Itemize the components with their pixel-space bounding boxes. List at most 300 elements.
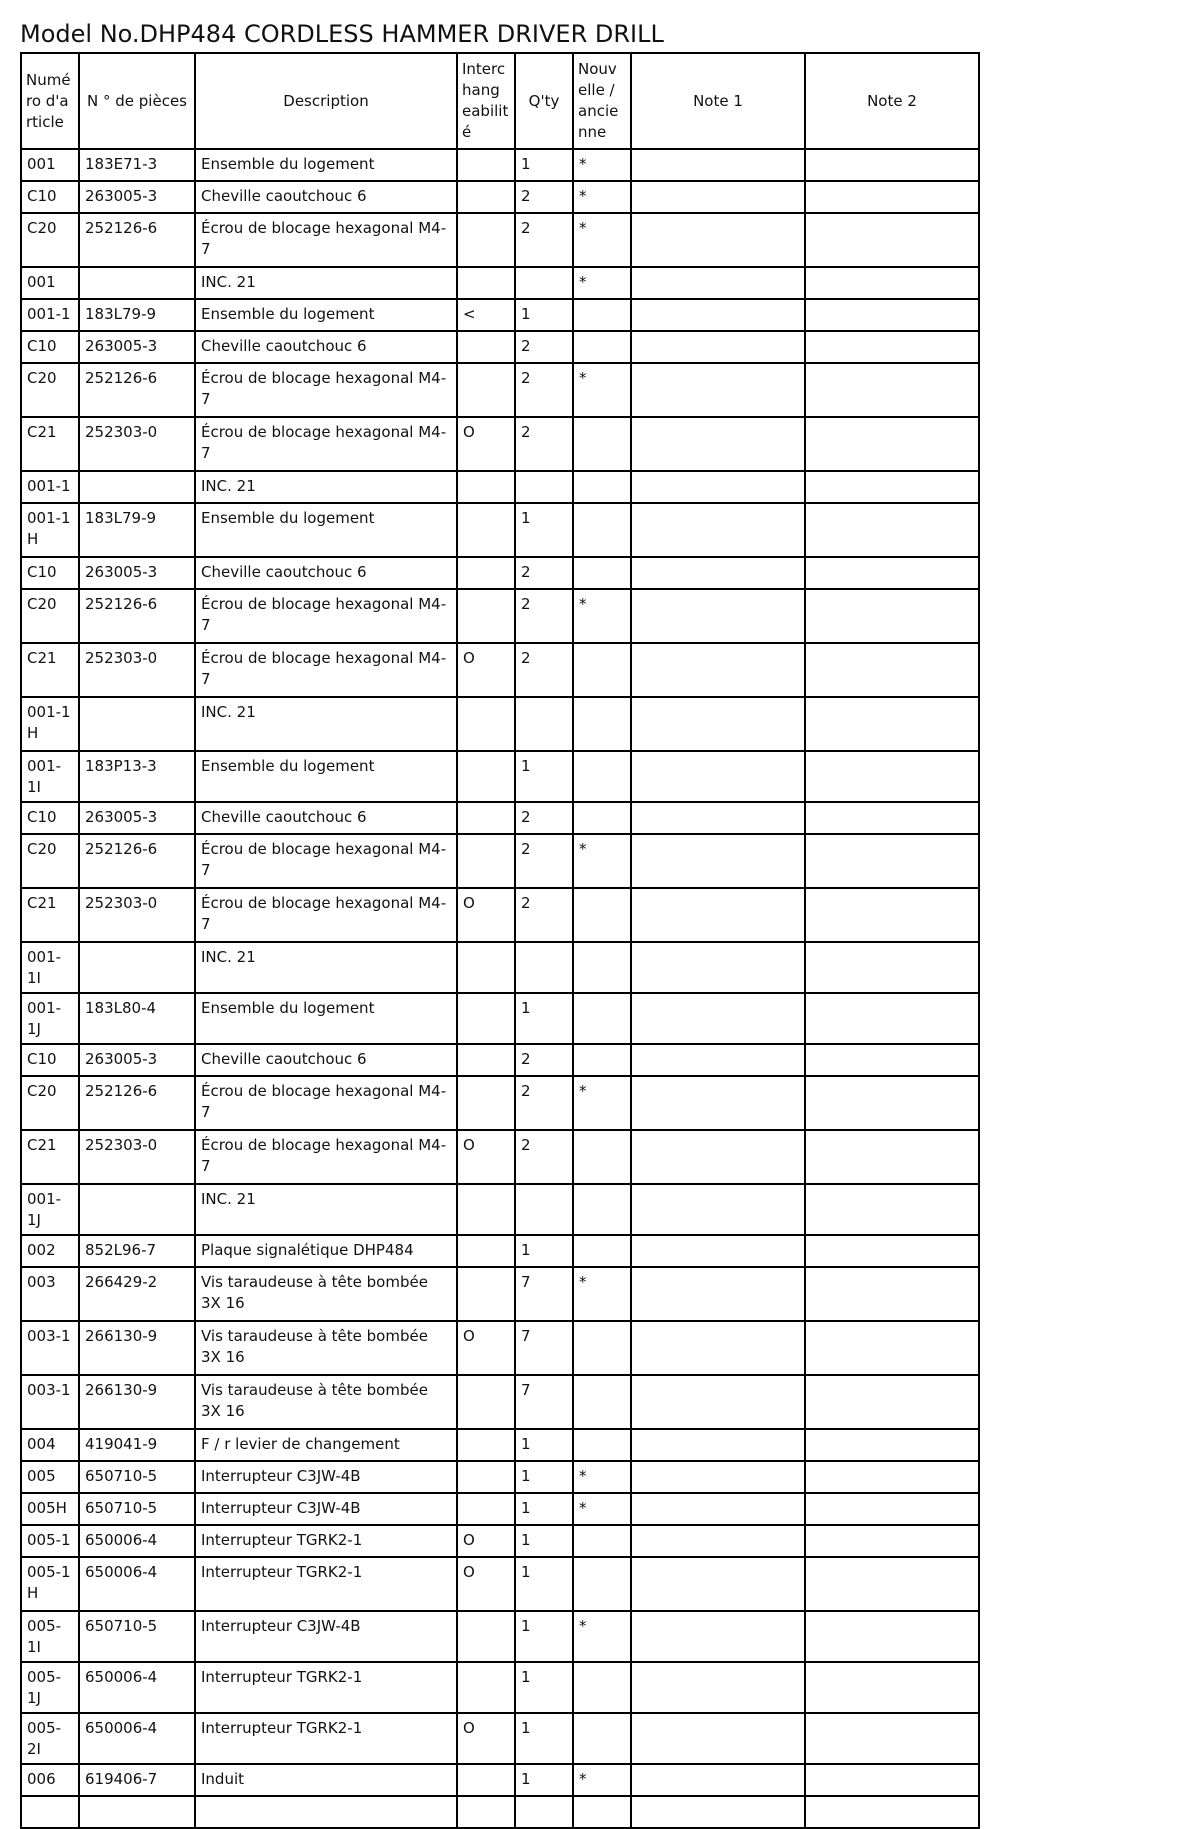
cell-interchangeability <box>457 1184 515 1235</box>
cell-interchangeability <box>457 1764 515 1796</box>
cell-interchangeability <box>457 1235 515 1267</box>
cell-item-number: C20 <box>21 213 79 267</box>
cell-note-2 <box>805 1076 979 1130</box>
cell-item-number: 005-2I <box>21 1713 79 1764</box>
cell-item-number: C20 <box>21 1076 79 1130</box>
cell-interchangeability <box>457 149 515 181</box>
cell-interchangeability <box>457 331 515 363</box>
cell-part-number <box>79 1184 195 1235</box>
cell-note-1 <box>631 643 805 697</box>
cell-new-old <box>573 1130 631 1184</box>
cell-part-number: 252126-6 <box>79 589 195 643</box>
cell-new-old <box>573 942 631 993</box>
table-row <box>21 557 979 589</box>
cell-description: Interrupteur TGRK2-1 <box>195 1713 457 1764</box>
cell-note-2 <box>805 1429 979 1461</box>
cell-item-number: 005 <box>21 1461 79 1493</box>
cell-note-2 <box>805 1184 979 1235</box>
cell-note-1 <box>631 557 805 589</box>
cell-note-2 <box>805 1267 979 1321</box>
cell-note-2 <box>805 1235 979 1267</box>
cell-part-number: 419041-9 <box>79 1429 195 1461</box>
cell-new-old: * <box>573 1461 631 1493</box>
cell-new-old: * <box>573 149 631 181</box>
cell-part-number: 266130-9 <box>79 1321 195 1375</box>
table-row <box>21 888 979 942</box>
table-row <box>21 1662 979 1713</box>
cell-description: INC. 21 <box>195 267 457 299</box>
header-item-number: Numé ro d'a rticle <box>21 53 79 149</box>
cell-note-2 <box>805 213 979 267</box>
cell-note-1 <box>631 1611 805 1662</box>
header-interchangeability: Interc hang eabilit é <box>457 53 515 149</box>
cell-note-1 <box>631 1267 805 1321</box>
cell-interchangeability: O <box>457 888 515 942</box>
header-new-old: Nouv elle / ancie nne <box>573 53 631 149</box>
cell-interchangeability <box>457 1076 515 1130</box>
cell-note-1 <box>631 1796 805 1828</box>
table-row <box>21 1130 979 1184</box>
cell-description: INC. 21 <box>195 942 457 993</box>
cell-note-1 <box>631 503 805 557</box>
table-row <box>21 149 979 181</box>
table-row <box>21 267 979 299</box>
cell-note-1 <box>631 697 805 751</box>
table-row <box>21 1713 979 1764</box>
cell-quantity: 7 <box>515 1267 573 1321</box>
cell-note-2 <box>805 589 979 643</box>
header-description: Description <box>195 53 457 149</box>
table-row <box>21 1493 979 1525</box>
cell-interchangeability <box>457 1461 515 1493</box>
cell-description: Ensemble du logement <box>195 149 457 181</box>
cell-quantity <box>515 697 573 751</box>
cell-new-old <box>573 1557 631 1611</box>
cell-part-number: 263005-3 <box>79 557 195 589</box>
table-row <box>21 1525 979 1557</box>
cell-description: INC. 21 <box>195 697 457 751</box>
cell-new-old <box>573 888 631 942</box>
cell-note-1 <box>631 181 805 213</box>
cell-new-old <box>573 1713 631 1764</box>
cell-note-1 <box>631 1461 805 1493</box>
cell-quantity: 1 <box>515 1662 573 1713</box>
cell-interchangeability <box>457 1493 515 1525</box>
cell-note-2 <box>805 802 979 834</box>
cell-description: Cheville caoutchouc 6 <box>195 557 457 589</box>
cell-note-1 <box>631 1184 805 1235</box>
table-row <box>21 1461 979 1493</box>
cell-description: Ensemble du logement <box>195 299 457 331</box>
cell-note-1 <box>631 942 805 993</box>
cell-item-number: C21 <box>21 1130 79 1184</box>
cell-interchangeability: O <box>457 643 515 697</box>
table-row <box>21 1764 979 1796</box>
cell-description: Écrou de blocage hexagonal M4-7 <box>195 1076 457 1130</box>
cell-part-number: 852L96-7 <box>79 1235 195 1267</box>
cell-interchangeability <box>457 1375 515 1429</box>
cell-interchangeability <box>457 942 515 993</box>
cell-new-old: * <box>573 1267 631 1321</box>
cell-description: Vis taraudeuse à tête bombée 3X 16 <box>195 1375 457 1429</box>
cell-note-2 <box>805 993 979 1044</box>
cell-note-1 <box>631 149 805 181</box>
cell-quantity: 2 <box>515 1076 573 1130</box>
cell-note-2 <box>805 834 979 888</box>
cell-quantity: 1 <box>515 993 573 1044</box>
cell-new-old <box>573 1796 631 1828</box>
table-row <box>21 1235 979 1267</box>
table-row <box>21 417 979 471</box>
cell-quantity <box>515 1796 573 1828</box>
cell-description: Interrupteur C3JW-4B <box>195 1611 457 1662</box>
cell-part-number: 650006-4 <box>79 1713 195 1764</box>
cell-part-number <box>79 471 195 503</box>
cell-item-number: C20 <box>21 589 79 643</box>
cell-note-1 <box>631 267 805 299</box>
cell-quantity: 2 <box>515 643 573 697</box>
table-row <box>21 1375 979 1429</box>
cell-part-number: 650710-5 <box>79 1611 195 1662</box>
cell-interchangeability: O <box>457 417 515 471</box>
cell-description: Écrou de blocage hexagonal M4-7 <box>195 1130 457 1184</box>
cell-description: F / r levier de changement <box>195 1429 457 1461</box>
cell-part-number: 252303-0 <box>79 643 195 697</box>
cell-description: Interrupteur TGRK2-1 <box>195 1525 457 1557</box>
cell-quantity: 1 <box>515 1429 573 1461</box>
cell-quantity <box>515 267 573 299</box>
cell-part-number: 650710-5 <box>79 1461 195 1493</box>
cell-quantity: 1 <box>515 1611 573 1662</box>
table-row <box>21 697 979 751</box>
cell-quantity: 2 <box>515 331 573 363</box>
cell-note-2 <box>805 1764 979 1796</box>
header-part-number: N ° de pièces <box>79 53 195 149</box>
cell-description: Ensemble du logement <box>195 503 457 557</box>
cell-note-1 <box>631 589 805 643</box>
cell-part-number: 266429-2 <box>79 1267 195 1321</box>
cell-item-number: 004 <box>21 1429 79 1461</box>
table-row <box>21 363 979 417</box>
cell-note-2 <box>805 1662 979 1713</box>
cell-description: Interrupteur TGRK2-1 <box>195 1557 457 1611</box>
cell-new-old <box>573 557 631 589</box>
cell-description: Cheville caoutchouc 6 <box>195 802 457 834</box>
cell-quantity: 1 <box>515 1235 573 1267</box>
table-row <box>21 471 979 503</box>
cell-part-number <box>79 697 195 751</box>
table-row <box>21 1184 979 1235</box>
table-row <box>21 993 979 1044</box>
cell-note-1 <box>631 1429 805 1461</box>
cell-quantity: 2 <box>515 417 573 471</box>
cell-item-number: 001-1J <box>21 993 79 1044</box>
cell-item-number: 001-1I <box>21 751 79 802</box>
cell-quantity: 2 <box>515 1130 573 1184</box>
cell-interchangeability <box>457 1044 515 1076</box>
cell-quantity: 1 <box>515 1764 573 1796</box>
cell-interchangeability: O <box>457 1713 515 1764</box>
cell-interchangeability <box>457 802 515 834</box>
cell-item-number: C10 <box>21 802 79 834</box>
table-row <box>21 1557 979 1611</box>
cell-part-number: 183L79-9 <box>79 299 195 331</box>
cell-part-number: 252303-0 <box>79 888 195 942</box>
cell-interchangeability <box>457 697 515 751</box>
cell-description: Écrou de blocage hexagonal M4-7 <box>195 213 457 267</box>
cell-note-1 <box>631 993 805 1044</box>
table-row <box>21 213 979 267</box>
cell-item-number <box>21 1796 79 1828</box>
cell-note-2 <box>805 643 979 697</box>
cell-new-old <box>573 1429 631 1461</box>
cell-description: Cheville caoutchouc 6 <box>195 1044 457 1076</box>
cell-quantity: 1 <box>515 751 573 802</box>
cell-part-number <box>79 1796 195 1828</box>
cell-item-number: 005-1J <box>21 1662 79 1713</box>
cell-note-2 <box>805 417 979 471</box>
cell-part-number: 252126-6 <box>79 834 195 888</box>
cell-note-2 <box>805 1525 979 1557</box>
cell-note-2 <box>805 503 979 557</box>
cell-item-number: C21 <box>21 888 79 942</box>
cell-quantity: 7 <box>515 1375 573 1429</box>
cell-item-number: 001 <box>21 267 79 299</box>
cell-note-2 <box>805 697 979 751</box>
cell-item-number: 005-1 H <box>21 1557 79 1611</box>
cell-quantity: 2 <box>515 363 573 417</box>
cell-note-2 <box>805 1557 979 1611</box>
cell-note-1 <box>631 1235 805 1267</box>
table-row <box>21 1321 979 1375</box>
parts-table <box>20 52 980 1829</box>
table-row <box>21 802 979 834</box>
parts-table-body <box>21 149 979 1828</box>
cell-part-number <box>79 267 195 299</box>
cell-new-old: * <box>573 267 631 299</box>
cell-new-old <box>573 697 631 751</box>
cell-description: Écrou de blocage hexagonal M4-7 <box>195 363 457 417</box>
cell-new-old: * <box>573 1493 631 1525</box>
cell-new-old <box>573 299 631 331</box>
cell-item-number: C10 <box>21 1044 79 1076</box>
cell-note-1 <box>631 1764 805 1796</box>
cell-part-number: 650006-4 <box>79 1662 195 1713</box>
cell-part-number: 252303-0 <box>79 1130 195 1184</box>
cell-item-number: 002 <box>21 1235 79 1267</box>
cell-new-old <box>573 503 631 557</box>
cell-item-number: C10 <box>21 181 79 213</box>
cell-description: Écrou de blocage hexagonal M4-7 <box>195 643 457 697</box>
cell-note-1 <box>631 1525 805 1557</box>
cell-part-number: 650006-4 <box>79 1557 195 1611</box>
cell-new-old: * <box>573 1764 631 1796</box>
cell-item-number: 001-1 <box>21 471 79 503</box>
cell-quantity: 1 <box>515 503 573 557</box>
table-row <box>21 1044 979 1076</box>
cell-item-number: 005-1 <box>21 1525 79 1557</box>
cell-item-number: C20 <box>21 363 79 417</box>
table-row <box>21 1611 979 1662</box>
cell-new-old: * <box>573 213 631 267</box>
cell-description <box>195 1796 457 1828</box>
cell-note-1 <box>631 888 805 942</box>
cell-interchangeability: O <box>457 1557 515 1611</box>
cell-item-number: 001-1J <box>21 1184 79 1235</box>
cell-quantity: 2 <box>515 181 573 213</box>
cell-item-number: 003 <box>21 1267 79 1321</box>
cell-item-number: C10 <box>21 557 79 589</box>
cell-part-number: 183L79-9 <box>79 503 195 557</box>
cell-note-1 <box>631 1044 805 1076</box>
cell-new-old <box>573 1044 631 1076</box>
table-row <box>21 1267 979 1321</box>
cell-new-old <box>573 751 631 802</box>
cell-interchangeability: O <box>457 1525 515 1557</box>
table-row <box>21 181 979 213</box>
cell-part-number: 263005-3 <box>79 331 195 363</box>
cell-interchangeability <box>457 993 515 1044</box>
cell-item-number: 005H <box>21 1493 79 1525</box>
cell-interchangeability <box>457 751 515 802</box>
cell-interchangeability <box>457 1267 515 1321</box>
header-row <box>21 53 979 149</box>
table-row <box>21 299 979 331</box>
cell-note-2 <box>805 363 979 417</box>
cell-note-1 <box>631 802 805 834</box>
cell-part-number: 252126-6 <box>79 1076 195 1130</box>
cell-note-1 <box>631 1662 805 1713</box>
cell-description: Ensemble du logement <box>195 993 457 1044</box>
cell-quantity: 1 <box>515 299 573 331</box>
cell-description: Écrou de blocage hexagonal M4-7 <box>195 834 457 888</box>
cell-item-number: 001 <box>21 149 79 181</box>
cell-quantity <box>515 471 573 503</box>
cell-part-number: 619406-7 <box>79 1764 195 1796</box>
cell-note-2 <box>805 1130 979 1184</box>
cell-description: Interrupteur TGRK2-1 <box>195 1662 457 1713</box>
cell-note-1 <box>631 363 805 417</box>
cell-description: Écrou de blocage hexagonal M4-7 <box>195 888 457 942</box>
cell-interchangeability <box>457 363 515 417</box>
cell-note-2 <box>805 942 979 993</box>
cell-item-number: 001-1 <box>21 299 79 331</box>
cell-note-2 <box>805 149 979 181</box>
cell-item-number: C21 <box>21 417 79 471</box>
cell-new-old <box>573 993 631 1044</box>
cell-interchangeability <box>457 834 515 888</box>
cell-description: Vis taraudeuse à tête bombée 3X 16 <box>195 1267 457 1321</box>
cell-new-old: * <box>573 363 631 417</box>
cell-note-2 <box>805 1375 979 1429</box>
cell-quantity: 7 <box>515 1321 573 1375</box>
cell-description: Interrupteur C3JW-4B <box>195 1461 457 1493</box>
cell-part-number: 252303-0 <box>79 417 195 471</box>
cell-part-number: 650006-4 <box>79 1525 195 1557</box>
cell-description: Cheville caoutchouc 6 <box>195 331 457 363</box>
table-row <box>21 503 979 557</box>
table-row <box>21 589 979 643</box>
cell-interchangeability <box>457 267 515 299</box>
cell-interchangeability: O <box>457 1130 515 1184</box>
cell-new-old <box>573 1321 631 1375</box>
cell-description: Plaque signalétique DHP484 <box>195 1235 457 1267</box>
header-note-1: Note 1 <box>631 53 805 149</box>
cell-description: INC. 21 <box>195 1184 457 1235</box>
table-row <box>21 1429 979 1461</box>
cell-new-old <box>573 1662 631 1713</box>
cell-new-old <box>573 643 631 697</box>
cell-note-1 <box>631 299 805 331</box>
table-row <box>21 1076 979 1130</box>
cell-quantity: 2 <box>515 589 573 643</box>
cell-quantity: 2 <box>515 802 573 834</box>
cell-new-old <box>573 1235 631 1267</box>
cell-new-old: * <box>573 181 631 213</box>
header-quantity: Q'ty <box>515 53 573 149</box>
cell-item-number: 001-1 H <box>21 697 79 751</box>
cell-interchangeability <box>457 1429 515 1461</box>
cell-interchangeability <box>457 213 515 267</box>
cell-item-number: C20 <box>21 834 79 888</box>
cell-note-1 <box>631 1493 805 1525</box>
cell-note-2 <box>805 1796 979 1828</box>
cell-quantity: 1 <box>515 149 573 181</box>
cell-note-2 <box>805 299 979 331</box>
cell-quantity: 1 <box>515 1557 573 1611</box>
cell-note-1 <box>631 417 805 471</box>
cell-new-old <box>573 1525 631 1557</box>
cell-item-number: C21 <box>21 643 79 697</box>
cell-quantity <box>515 1184 573 1235</box>
cell-interchangeability <box>457 471 515 503</box>
cell-note-2 <box>805 267 979 299</box>
page-title: Model No.DHP484 CORDLESS HAMMER DRIVER DRILL <box>20 20 664 48</box>
cell-description: Ensemble du logement <box>195 751 457 802</box>
cell-description: Vis taraudeuse à tête bombée 3X 16 <box>195 1321 457 1375</box>
cell-description: INC. 21 <box>195 471 457 503</box>
cell-new-old <box>573 471 631 503</box>
cell-quantity: 2 <box>515 1044 573 1076</box>
cell-note-2 <box>805 1461 979 1493</box>
cell-note-1 <box>631 1321 805 1375</box>
cell-item-number: 005-1I <box>21 1611 79 1662</box>
cell-item-number: 001-1 H <box>21 503 79 557</box>
cell-new-old <box>573 331 631 363</box>
cell-quantity: 2 <box>515 213 573 267</box>
cell-new-old: * <box>573 589 631 643</box>
cell-note-1 <box>631 751 805 802</box>
cell-interchangeability <box>457 181 515 213</box>
cell-note-1 <box>631 213 805 267</box>
cell-part-number: 183E71-3 <box>79 149 195 181</box>
cell-new-old <box>573 1184 631 1235</box>
cell-part-number: 263005-3 <box>79 1044 195 1076</box>
cell-interchangeability <box>457 589 515 643</box>
cell-new-old: * <box>573 1076 631 1130</box>
cell-part-number: 263005-3 <box>79 802 195 834</box>
cell-new-old: * <box>573 1611 631 1662</box>
table-row <box>21 643 979 697</box>
cell-new-old <box>573 417 631 471</box>
cell-new-old: * <box>573 834 631 888</box>
cell-note-1 <box>631 1076 805 1130</box>
cell-note-2 <box>805 1321 979 1375</box>
cell-quantity: 1 <box>515 1525 573 1557</box>
cell-new-old <box>573 802 631 834</box>
cell-part-number: 183P13-3 <box>79 751 195 802</box>
header-note-2: Note 2 <box>805 53 979 149</box>
